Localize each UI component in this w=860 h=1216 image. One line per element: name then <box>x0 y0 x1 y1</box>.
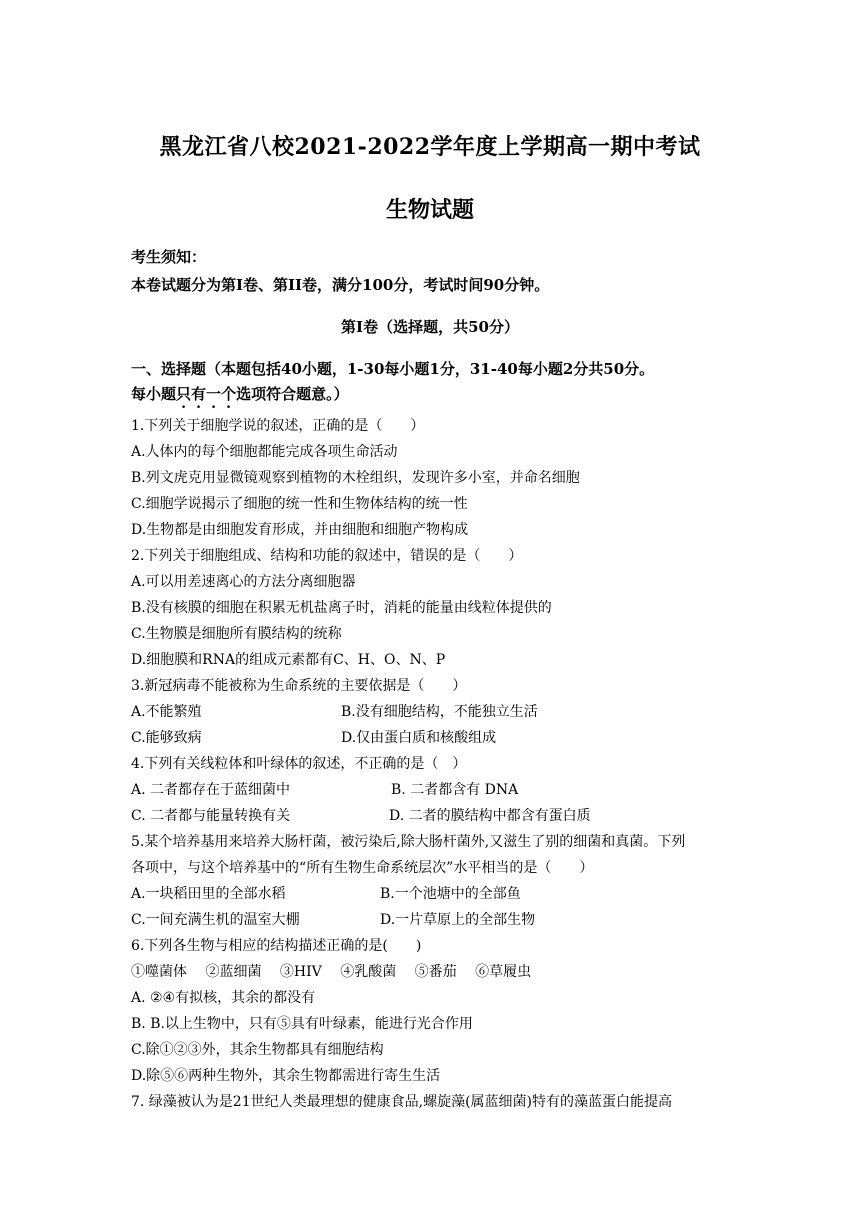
question-7-stem: 7. 绿藻被认为是21世纪人类最理想的健康食品,螺旋藻(属蓝细菌)特有的藻蓝蛋白能提高 <box>131 1094 672 1110</box>
emphasis-char: 个 <box>221 385 237 403</box>
question-1-option-b: B.列文虎克用显微镜观察到植物的木栓组织，发现许多小室，并命名细胞 <box>131 470 580 486</box>
question-4-option-c: C. 二者都与能量转换有关 <box>131 808 291 824</box>
question-3-option-d: D.仅由蛋白质和核酸组成 <box>341 730 497 746</box>
question-5-stem: 5.某个培养基用来培养大肠杆菌，被污染后,除大肠杆菌外,又滋生了别的细菌和真菌。下列 <box>131 834 686 850</box>
question-1-option-c: C.细胞学说揭示了细胞的统一性和生物体结构的统一性 <box>131 496 468 512</box>
question-1-option-a: A.人体内的每个细胞都能完成各项生命活动 <box>131 444 398 460</box>
question-5-option-d: D.一片草原上的全部生物 <box>380 912 536 928</box>
question-2-option-d: D.细胞膜和RNA的组成元素都有C、H、O、N、P <box>131 652 446 668</box>
question-1-option-d: D.生物都是由细胞发育形成，并由细胞和细胞产物构成 <box>131 522 469 538</box>
emphasis-char: 一 <box>206 385 222 403</box>
question-4-option-d: D. 二者的膜结构中都含有蛋白质 <box>389 808 591 824</box>
question-4-option-a: A. 二者都存在于蓝细菌中 <box>131 782 291 798</box>
question-5-option-c: C.一间充满生机的温室大棚 <box>131 912 300 928</box>
question-2-stem: 2.下列关于细胞组成、结构和功能的叙述中，错误的是（ ） <box>131 548 523 564</box>
question-3-stem: 3.新冠病毒不能被称为生命系统的主要依据是（ ） <box>131 678 467 694</box>
question-4-option-b: B. 二者都含有 DNA <box>391 782 519 798</box>
instr-pre: 每小题 <box>131 385 177 403</box>
question-6-option-a: A. ②④有拟核，其余的都没有 <box>131 990 316 1006</box>
question-5-option-a: A.一块稻田里的全部水稻 <box>131 886 286 902</box>
question-6-stem: 6.下列各生物与相应的结构描述正确的是( ) <box>131 938 422 954</box>
emphasis-char: 只 <box>176 385 192 403</box>
question-6-option-c: C.除①②③外，其余生物都具有细胞结构 <box>131 1042 384 1058</box>
question-2-option-b: B.没有核膜的细胞在积累无机盐离子时，消耗的能量由线粒体提供的 <box>131 600 552 616</box>
part1-heading: 第Ⅰ卷（选择题，共50分） <box>341 318 519 336</box>
question-6-option-b: B. B.以上生物中，只有⑤具有叶绿素，能进行光合作用 <box>131 1016 473 1032</box>
question-5-option-b: B.一个池塘中的全部鱼 <box>380 886 521 902</box>
question-1-stem: 1.下列关于细胞学说的叙述，正确的是（ ） <box>131 418 425 434</box>
question-6-items: ①噬菌体 ②蓝细菌 ③HIV ④乳酸菌 ⑤番茄 ⑥草履虫 <box>131 964 532 980</box>
question-5-stem-cont: 各项中，与这个培养基中的“所有生物生命系统层次”水平相当的是（ ） <box>131 860 594 876</box>
question-3-option-b: B.没有细胞结构，不能独立生活 <box>341 704 538 720</box>
section1-instructions: 一、选择题（本题包括40小题，1-30每小题1分，31-40每小题2分共50分。 <box>131 360 655 378</box>
question-3-option-a: A.不能繁殖 <box>131 704 202 720</box>
question-2-option-c: C.生物膜是细胞所有膜结构的统称 <box>131 626 342 642</box>
question-2-option-a: A.可以用差速离心的方法分离细胞器 <box>131 574 356 590</box>
emphasis-char: 有 <box>191 385 207 403</box>
notice-label: 考生须知： <box>131 248 207 266</box>
instr-post: 选项符合题意。） <box>236 385 349 403</box>
section1-instructions-cont <box>131 383 349 404</box>
notice-text: 本卷试题分为第Ⅰ卷、第II卷，满分100分，考试时间90分钟。 <box>131 276 550 294</box>
exam-subtitle: 生物试题 <box>385 197 474 223</box>
question-3-option-c: C.能够致病 <box>131 730 202 746</box>
question-4-stem: 4.下列有关线粒体和叶绿体的叙述，不正确的是（ ） <box>131 756 467 772</box>
question-6-option-d: D.除⑤⑥两种生物外，其余生物都需进行寄生生活 <box>131 1068 441 1084</box>
exam-title: 黑龙江省八校2021-2022学年度上学期高一期中考试 <box>159 134 701 160</box>
